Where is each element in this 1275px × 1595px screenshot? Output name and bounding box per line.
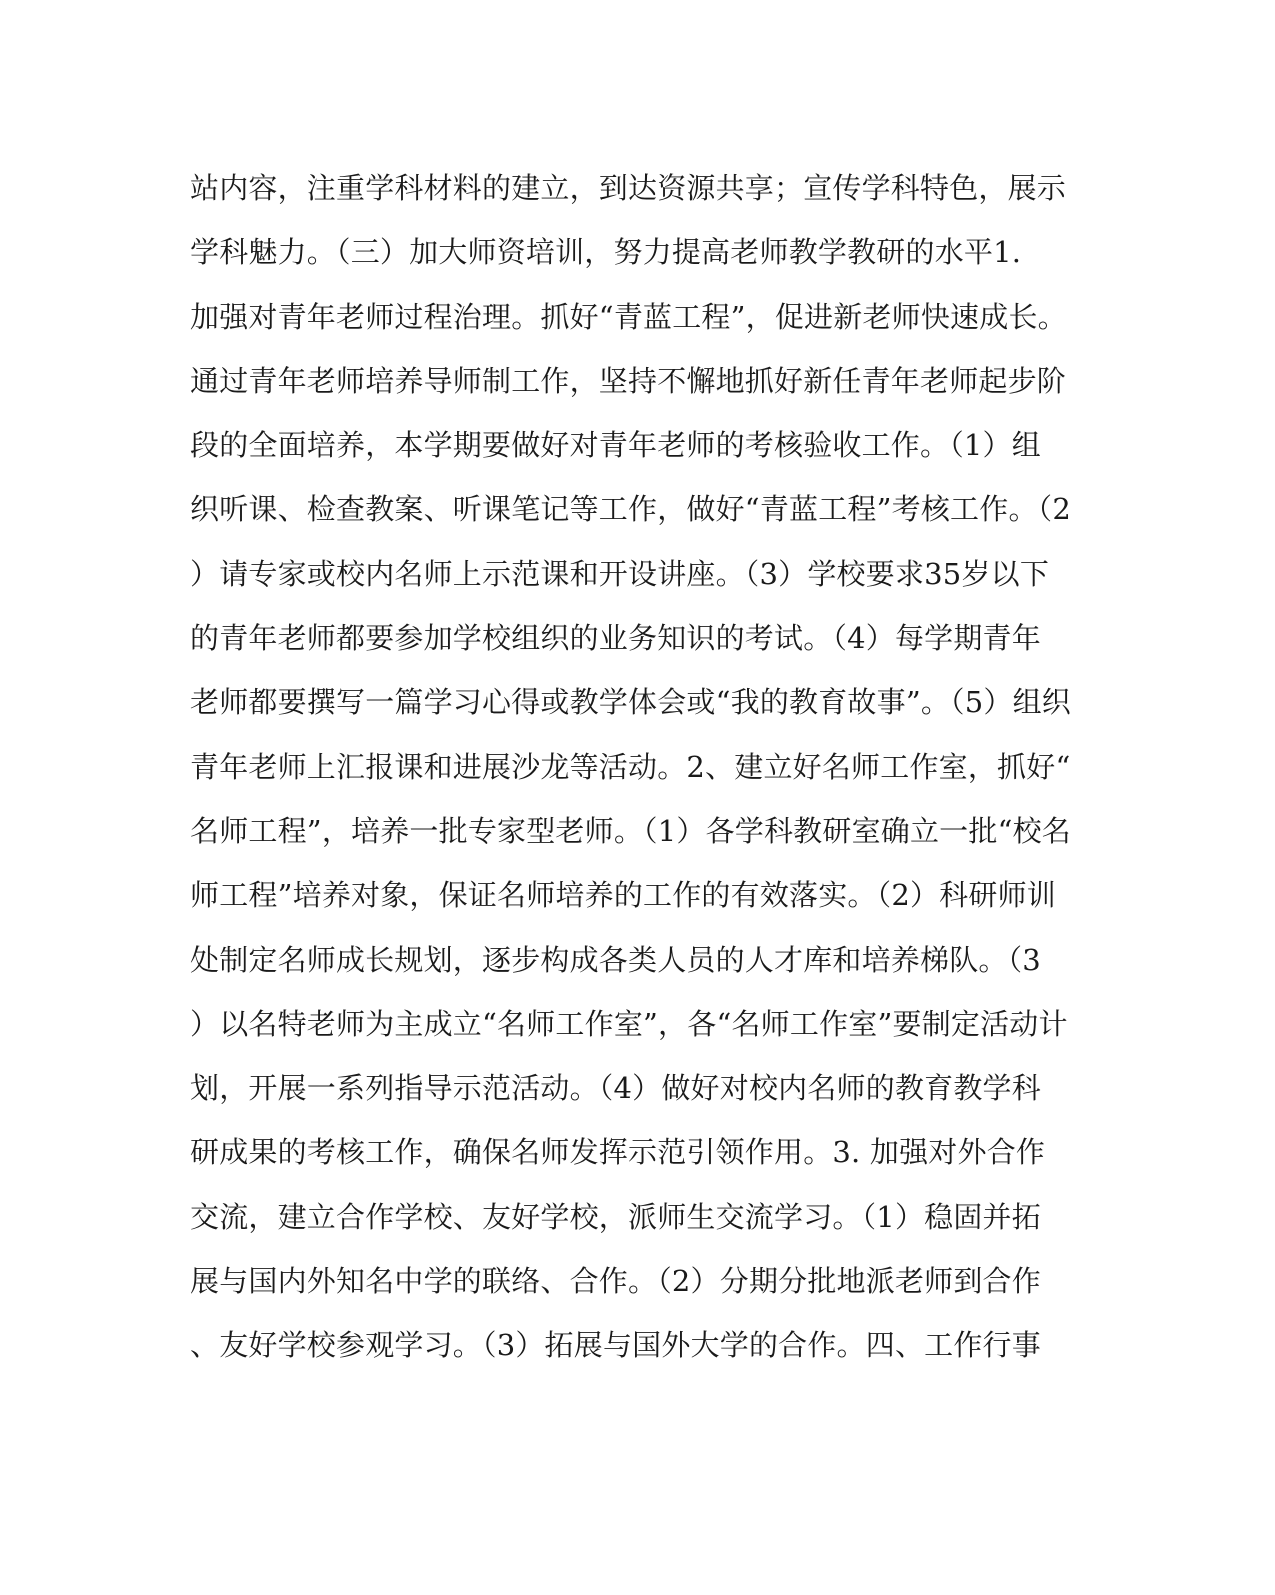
text-line: 、友好学校参观学习。（3）拓展与国外大学的合作。四、工作行事 [190, 1328, 1041, 1363]
text-line: 老师都要撰写一篇学习心得或教学体会或“我的教育故事”。（5）组织 [190, 685, 1072, 720]
text-line: 织听课、检查教案、听课笔记等工作，做好“青蓝工程”考核工作。（2 [190, 492, 1072, 527]
text-line: 段的全面培养，本学期要做好对青年老师的考核验收工作。（1）组 [190, 428, 1041, 463]
text-line: 的青年老师都要参加学校组织的业务知识的考试。（4）每学期青年 [190, 621, 1041, 656]
body-text [190, 156, 1070, 1378]
text-line: 交流，建立合作学校、友好学校，派师生交流学习。（1）稳固并拓 [190, 1199, 1041, 1234]
text-line: ）请专家或校内名师上示范课和开设讲座。（3）学校要求35岁以下 [190, 556, 1050, 591]
text-line: 青年老师上汇报课和进展沙龙等活动。2、建立好名师工作室，抓好“ [190, 749, 1071, 784]
text-line: 加强对青年老师过程治理。抓好“青蓝工程”，促进新老师快速成长。 [190, 299, 1067, 334]
text-line: 划，开展一系列指导示范活动。（4）做好对校内名师的教育教学科 [190, 1071, 1041, 1106]
text-line: 通过青年老师培养导师制工作，坚持不懈地抓好新任青年老师起步阶 [190, 363, 1067, 398]
text-line: 站内容，注重学科材料的建立，到达资源共享；宣传学科特色，展示 [190, 171, 1067, 205]
text-line: 研成果的考核工作，确保名师发挥示范引领作用。3. 加强对外合作 [190, 1135, 1046, 1170]
text-line: 学科魅力。（三）加大师资培训，努力提高老师教学教研的水平1. [190, 235, 1022, 270]
text-line: 处制定名师成长规划，逐步构成各类人员的人才库和培养梯队。（3 [190, 942, 1041, 977]
text-line: 师工程”培养对象，保证名师培养的工作的有效落实。（2）科研师训 [190, 878, 1056, 913]
text-line: 名师工程”，培养一批专家型老师。（1）各学科教研室确立一批“校名 [190, 813, 1072, 848]
text-line: 展与国内外知名中学的联络、合作。（2）分期分批地派老师到合作 [190, 1264, 1041, 1299]
text-line: ）以名特老师为主成立“名师工作室”，各“名师工作室”要制定活动计 [190, 1006, 1068, 1041]
